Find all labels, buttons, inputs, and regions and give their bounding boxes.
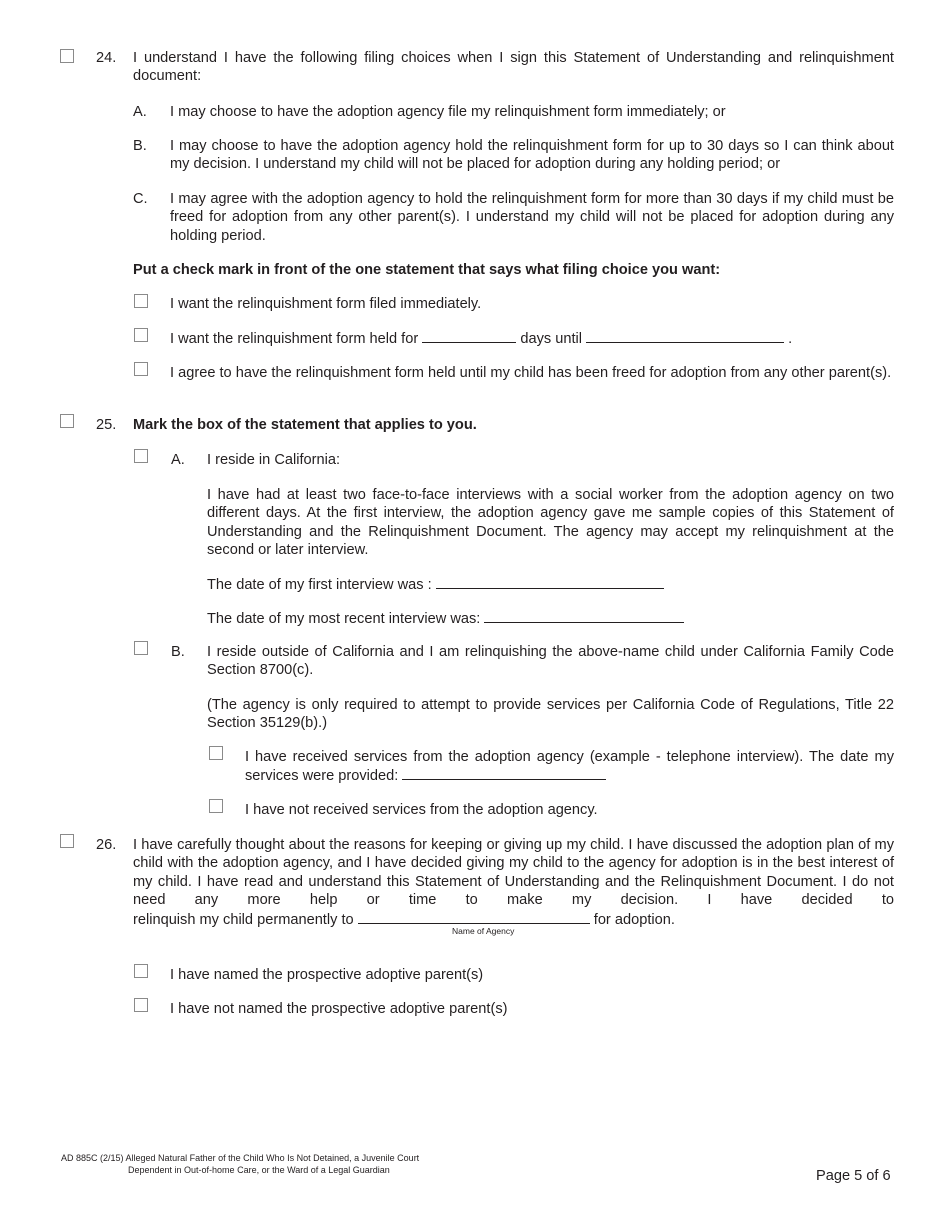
choice-filed-immediately-checkbox[interactable] xyxy=(134,294,148,308)
not-named-parents-label: I have not named the prospective adoptive parent(s) xyxy=(170,1001,508,1017)
reside-outside-letter: B. xyxy=(171,644,185,660)
held-days-field[interactable] xyxy=(422,329,516,343)
named-parents-label: I have named the prospective adoptive parent(s) xyxy=(170,967,484,983)
received-services-label: I have received services from the adoption agency (example - telephone interview). The date my services were provided: xyxy=(245,749,894,785)
received-services-text xyxy=(245,748,894,786)
item-24-text: I understand I have the following filing choices when I sign this Statement of Understanding and relinquishment document: xyxy=(133,50,894,85)
reside-california-body: I have had at least two face-to-face interviews with a social worker from the adoption agency on two different days. At the first interview, the adoption agency gave me sample copies of this Statement of Understanding and the Relinquishment Document. The agency may accept my relinquishment at the second or later interview. xyxy=(207,487,894,559)
reside-outside-checkbox[interactable] xyxy=(134,641,148,655)
received-services-checkbox[interactable] xyxy=(209,746,223,760)
first-interview-line xyxy=(207,575,664,594)
item-25-heading: Mark the box of the statement that applies to you. xyxy=(133,417,477,433)
item-24-instruction: Put a check mark in front of the one statement that says what filing choice you want: xyxy=(133,262,721,278)
not-named-parents-checkbox[interactable] xyxy=(134,998,148,1012)
named-parents-checkbox[interactable] xyxy=(134,964,148,978)
item-26-number: 26. xyxy=(96,837,117,853)
for-adoption-text: for adoption. xyxy=(593,912,675,928)
form-id-line1: AD 885C (2/15) Alleged Natural Father of the Child Who Is Not Detained, a Juvenile Court xyxy=(61,1153,420,1163)
held-until-date-field[interactable] xyxy=(586,329,784,343)
first-interview-label: The date of my first interview was : xyxy=(207,577,432,593)
choice-held-until-freed-checkbox[interactable] xyxy=(134,362,148,376)
choice-held-days-line xyxy=(170,329,792,348)
item-25-checkbox[interactable] xyxy=(60,414,74,428)
recent-interview-label: The date of my most recent interview was: xyxy=(207,611,481,627)
item-24-option-b-letter: B. xyxy=(133,138,147,154)
item-24-number: 24. xyxy=(96,50,117,66)
reside-california-title: I reside in California: xyxy=(207,452,341,468)
reside-california-letter: A. xyxy=(171,452,185,468)
item-25-number: 25. xyxy=(96,417,117,433)
choice-held-until-freed-label: I agree to have the relinquishment form held until my child has been freed for adoption from any other parent(s). xyxy=(170,365,892,381)
services-date-field[interactable] xyxy=(402,766,606,780)
not-received-services-label: I have not received services from the adoption agency. xyxy=(245,802,598,818)
recent-interview-line xyxy=(207,609,684,628)
item-24-checkbox[interactable] xyxy=(60,49,74,63)
reside-outside-title: I reside outside of California and I am relinquishing the above-name child under California Family Code Section 8700(c). xyxy=(207,644,894,679)
agency-name-label: Name of Agency xyxy=(452,926,515,936)
choice-held-days-text: I want the relinquishment form held for xyxy=(170,331,419,347)
agency-name-field[interactable] xyxy=(358,910,590,924)
choice-held-until-text: days until xyxy=(520,331,582,347)
relinquish-to-text: relinquish my child permanently to xyxy=(133,912,354,928)
form-id-line2: Dependent in Out-of-home Care, or the Ward of a Legal Guardian xyxy=(128,1165,390,1175)
not-received-services-checkbox[interactable] xyxy=(209,799,223,813)
page-number: Page 5 of 6 xyxy=(816,1168,891,1184)
item-26-checkbox[interactable] xyxy=(60,834,74,848)
recent-interview-date-field[interactable] xyxy=(484,609,684,623)
item-24-option-b-text: I may choose to have the adoption agency hold the relinquishment form for up to 30 days so I can think about my decision. I understand my child will not be placed for adoption during any holding period; or xyxy=(170,138,894,173)
choice-held-end: . xyxy=(788,331,793,347)
item-24-option-a-text: I may choose to have the adoption agency file my relinquishment form immediately; or xyxy=(170,104,726,120)
choice-filed-immediately-label: I want the relinquishment form filed immediately. xyxy=(170,296,482,312)
reside-california-checkbox[interactable] xyxy=(134,449,148,463)
item-24-option-c-letter: C. xyxy=(133,191,148,207)
item-26-text: I have carefully thought about the reasons for keeping or giving up my child. I have discussed the adoption plan of my child with the adoption agency, and I have decided giving my child to the agency for adoption is in the best interest of my child. I have read and understand this Statement of Understanding and the Relinquishment Document. I do not need any more help or time to make my decision. I have decided to xyxy=(133,837,894,909)
item-24-option-a-letter: A. xyxy=(133,104,147,120)
choice-held-days-checkbox[interactable] xyxy=(134,328,148,342)
item-24-option-c-text: I may agree with the adoption agency to hold the relinquishment form for more than 30 days if my child must be freed for adoption from any other parent(s). I understand my child will not be placed for adoption during any holding period. xyxy=(170,191,894,244)
reside-outside-note: (The agency is only required to attempt to provide services per California Code of Regulations, Title 22 Section 35129(b).) xyxy=(207,697,894,732)
first-interview-date-field[interactable] xyxy=(436,575,664,589)
item-26-last-line xyxy=(133,910,675,929)
